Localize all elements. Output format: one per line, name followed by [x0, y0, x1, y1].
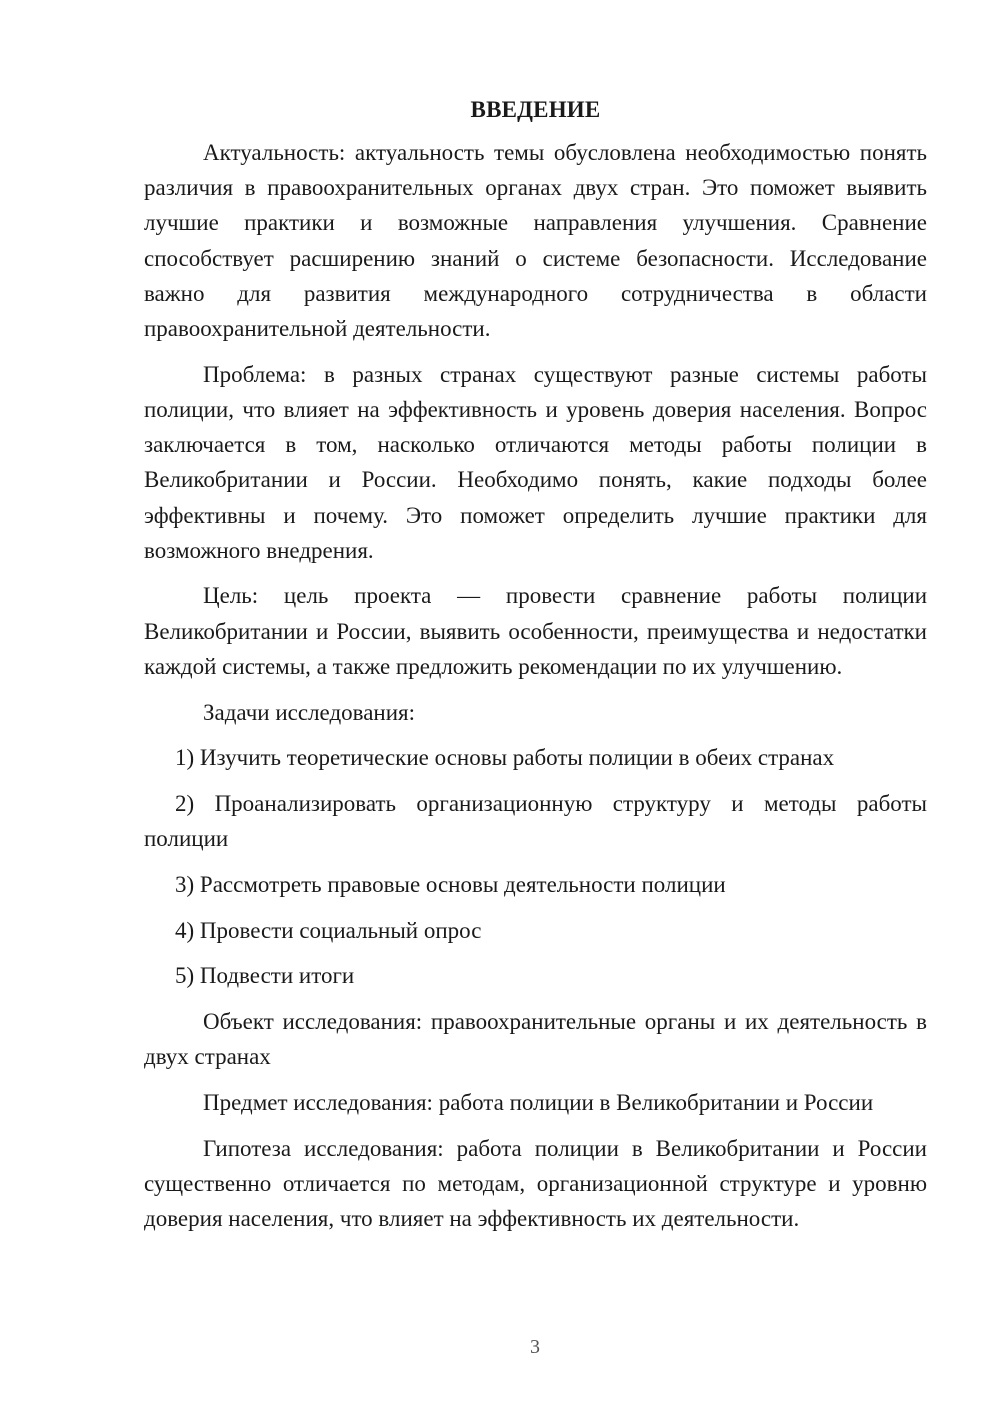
paragraph-hypothesis: Гипотеза исследования: работа полиции в Великобритании и России существенно отличается по методам, организационной структуре и уровню доверия населения, что влияет на эффективность их деятельности. [144, 1135, 927, 1231]
paragraph-tasks-heading: Задачи исследования: [203, 699, 416, 725]
paragraph-problem: Проблема: в разных странах существуют разные системы работы полиции, что влияет на эффективность и уровень доверия населения. Вопрос заключается в том, насколько отличаются методы работы полиции в Великобритании и России. Необходимо понять, какие подходы более эффективны и почему. Это поможет определить лучшие практики для возможного внедрения. [144, 361, 927, 563]
task-item-4: 4) Провести социальный опрос [175, 917, 482, 943]
paragraph-object: Объект исследования: правоохранительные органы и их деятельность в двух странах [144, 1008, 927, 1070]
task-item-2: 2) Проанализировать организационную структуру и методы работы полиции [144, 790, 927, 852]
paragraph-relevance: Актуальность: актуальность темы обусловлена необходимостью понять различия в правоохранительных органах двух стран. Это поможет выявить лучшие практики и возможные направления улучшения. Сравнение способствует расширению знаний о системе безопасности. Исследование важно для развития международного сотрудничества в области правоохранительной деятельности. [144, 140, 927, 342]
task-item-5: 5) Подвести итоги [175, 963, 355, 989]
document-page [144, 92, 927, 1236]
task-item-3: 3) Рассмотреть правовые основы деятельности полиции [175, 871, 726, 897]
paragraph-goal: Цель: цель проекта — провести сравнение работы полиции Великобритании и России, выявить особенности, преимущества и недостатки каждой системы, а также предложить рекомендации по их улучшению. [144, 583, 927, 679]
paragraph-subject: Предмет исследования: работа полиции в Великобритании и России [203, 1089, 874, 1115]
page-number: 3 [530, 1336, 540, 1358]
task-item-1: 1) Изучить теоретические основы работы полиции в обеих странах [175, 745, 835, 771]
page-title: ВВЕДЕНИЕ [470, 97, 601, 122]
